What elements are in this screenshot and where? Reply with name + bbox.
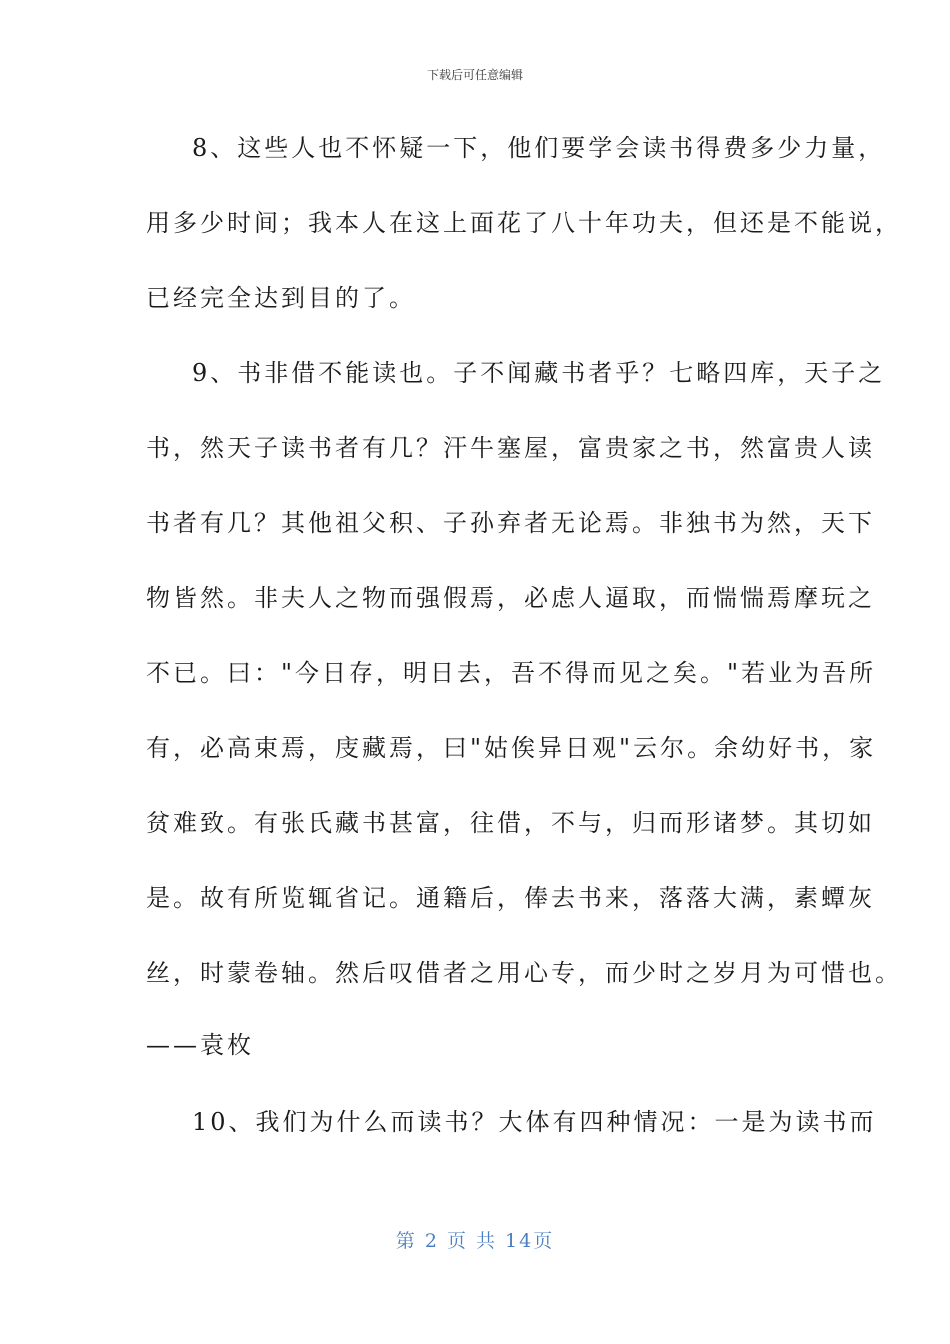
text-line: 10、我们为什么而读书？大体有四种情况：一是为读书而: [192, 1108, 877, 1136]
text-line: 不已。曰："今日存，明日去，吾不得而见之矣。"若业为吾所: [146, 659, 877, 687]
text-line: 8、这些人也不怀疑一下，他们要学会读书得费多少力量，: [192, 134, 886, 162]
text-line: 已经完全达到目的了。: [146, 284, 416, 312]
text-line: 物皆然。非夫人之物而强假焉，必虑人逼取，而惴惴焉摩玩之: [146, 584, 875, 612]
text-line: 贫难致。有张氏藏书甚富，往借，不与，归而形诸梦。其切如: [146, 809, 875, 837]
text-line: 书者有几？其他祖父积、子孙弃者无论焉。非独书为然，天下: [146, 509, 875, 537]
text-line-author: ——袁枚: [146, 1031, 254, 1059]
text-line: 丝，时蒙卷轴。然后叹借者之用心专，而少时之岁月为可惜也。: [146, 959, 902, 987]
text-line: 用多少时间；我本人在这上面花了八十年功夫，但还是不能说，: [146, 209, 902, 237]
text-line: 书，然天子读书者有几？汗牛塞屋，富贵家之书，然富贵人读: [146, 434, 875, 462]
page-footer: 第 2 页 共 14页: [395, 1230, 555, 1252]
text-line: 有，必高束焉，庋藏焉，曰"姑俟异日观"云尔。余幼好书，家: [146, 734, 877, 762]
text-line: 9、书非借不能读也。子不闻藏书者乎？七略四库，天子之: [192, 359, 886, 387]
page-header: 下载后可任意编辑: [426, 68, 523, 82]
text-line: 是。故有所览辄省记。通籍后，俸去书来，落落大满，素蟫灰: [146, 884, 875, 912]
